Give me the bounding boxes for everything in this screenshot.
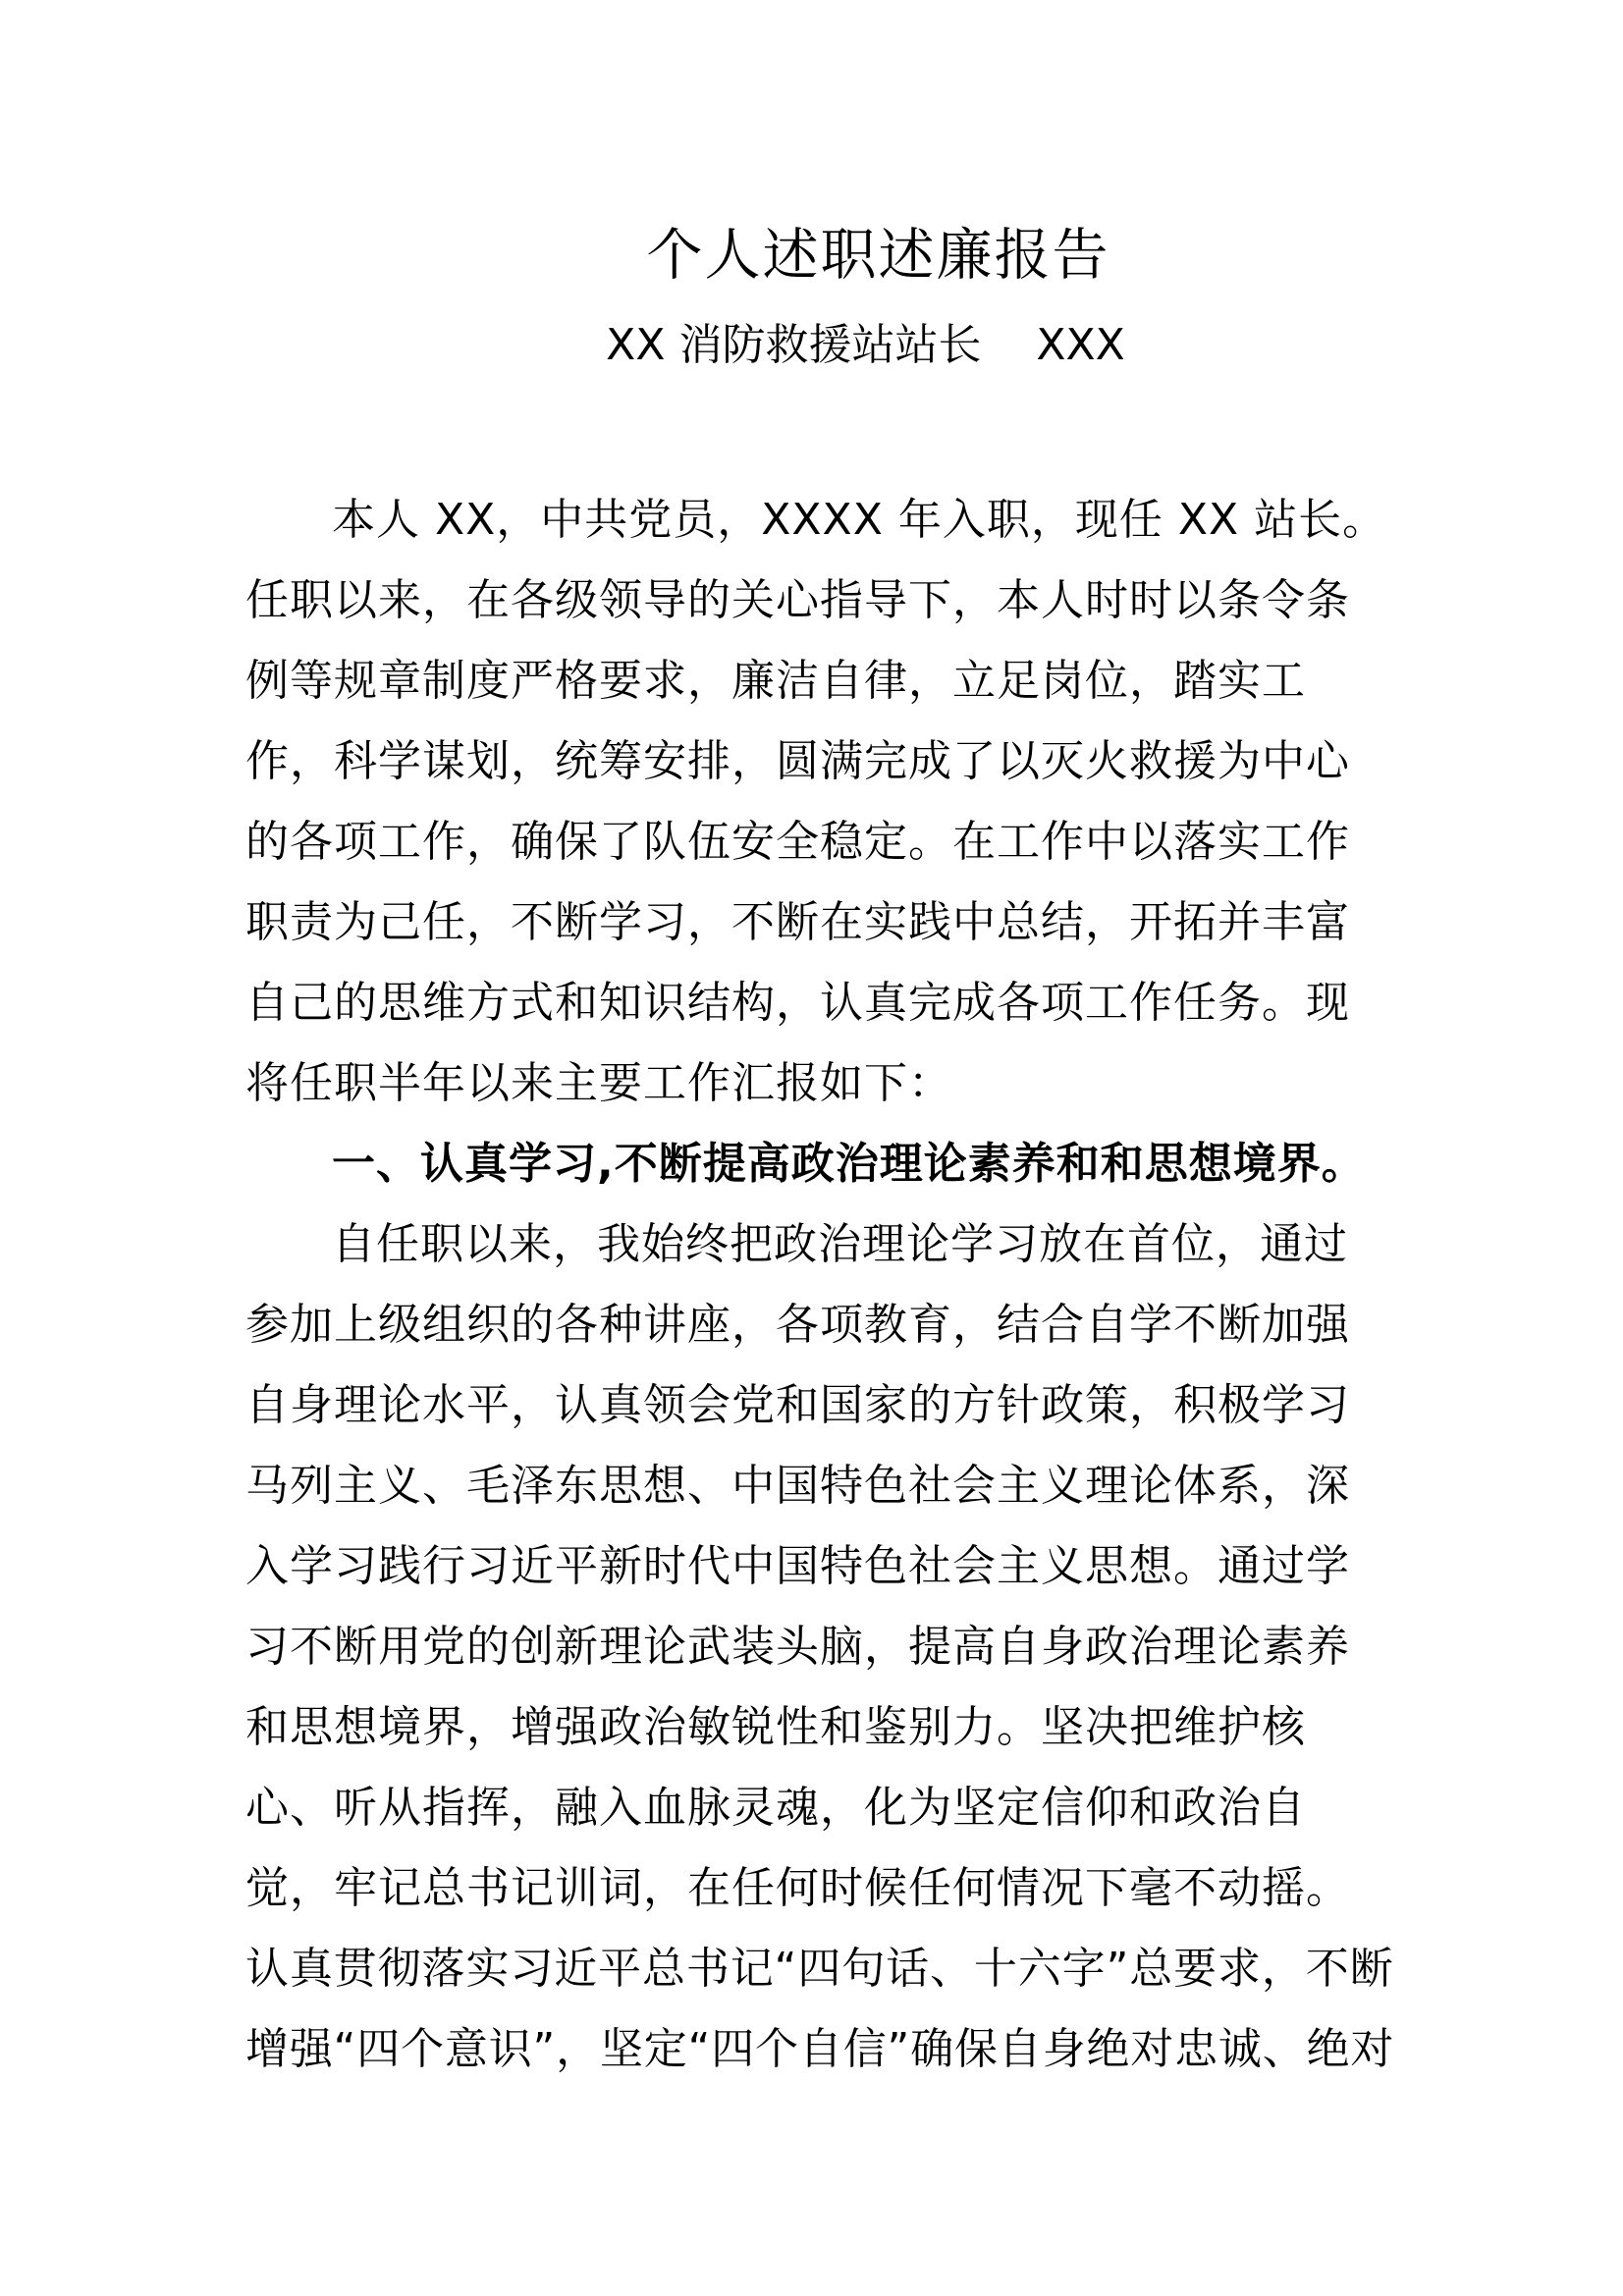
paragraph-line: 认真贯彻落实习近平总书记“四句话、十六字”总要求，不断 [245, 1944, 1394, 1994]
paragraph-line: 的各项工作，确保了队伍安全稳定。在工作中以落实工作 [245, 817, 1350, 867]
paragraph-line: 心、听从指挥，融入血脉灵魂，化为坚定信仰和政治自 [245, 1783, 1306, 1833]
document-subtitle: XX 消防救援站站长 XXX [606, 320, 1125, 370]
paragraph-line: 本人 XX，中共党员，XXXX 年入职，现任 XX 站长。 [332, 495, 1387, 545]
paragraph-line: 作，科学谋划，统筹安排，圆满完成了以灭火救援为中心 [245, 736, 1350, 786]
paragraph-line: 觉，牢记总书记训词，在任何时候任何情况下毫不动摇。 [245, 1863, 1350, 1913]
paragraph-line: 自己的思维方式和知识结构，认真完成各项工作任务。现 [245, 978, 1350, 1028]
paragraph-line: 职责为己任，不断学习，不断在实践中总结，开拓并丰富 [245, 897, 1350, 947]
paragraph-line: 将任职半年以来主要工作汇报如下： [245, 1058, 952, 1108]
section-heading: 一、认真学习,不断提高政治理论素养和和思想境界。 [332, 1139, 1366, 1189]
paragraph-line: 自身理论水平，认真领会党和国家的方针政策，积极学习 [245, 1380, 1350, 1430]
paragraph-line: 参加上级组织的各种讲座，各项教育，结合自学不断加强 [245, 1300, 1350, 1350]
document-title: 个人述职述廉报告 [646, 223, 1110, 288]
paragraph-line: 入学习践行习近平新时代中国特色社会主义思想。通过学 [245, 1541, 1350, 1591]
paragraph-line: 习不断用党的创新理论武装头脑，提高自身政治理论素养 [245, 1622, 1350, 1672]
paragraph-line: 和思想境界，增强政治敏锐性和鉴别力。坚决把维护核 [245, 1702, 1306, 1752]
paragraph-line: 增强“四个意识”，坚定“四个自信”确保自身绝对忠诚、绝对 [245, 2024, 1395, 2074]
paragraph-line: 例等规章制度严格要求，廉洁自律，立足岗位，踏实工 [245, 656, 1306, 706]
paragraph-line: 任职以来，在各级领导的关心指导下，本人时时以条令条 [245, 575, 1350, 625]
paragraph-line: 马列主义、毛泽东思想、中国特色社会主义理论体系，深 [245, 1461, 1350, 1511]
paragraph-line: 自任职以来，我始终把政治理论学习放在首位，通过 [332, 1219, 1348, 1269]
